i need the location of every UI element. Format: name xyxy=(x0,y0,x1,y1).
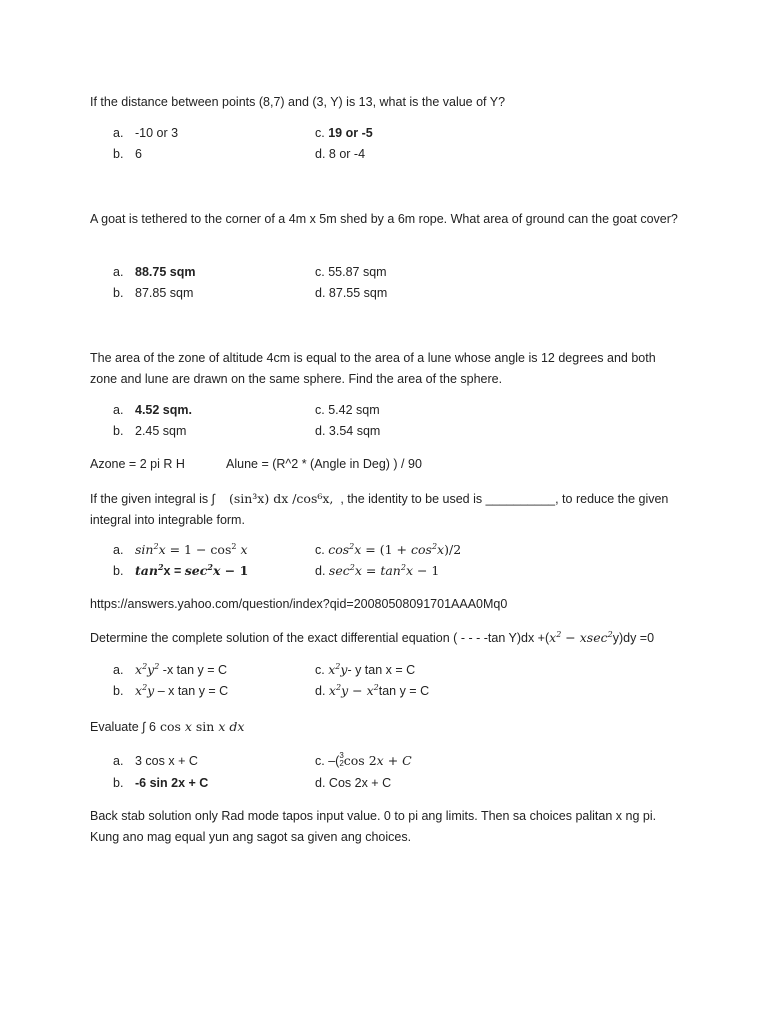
q1-option-d: d. 8 or -4 xyxy=(315,147,366,161)
question-1-text: If the distance between points (8,7) and (3, Y) is 13, what is the value of Y? xyxy=(90,95,506,109)
question-6: Evaluate ∫ 6 cos x sin x dx xyxy=(90,719,245,734)
question-3 xyxy=(90,348,670,390)
q2-option-a: a. 88.75 sqm xyxy=(113,265,196,279)
q5-option-c: c. $x^2y-$ y tan x = C xyxy=(315,662,416,677)
q6-option-d: d. Cos 2x + C xyxy=(315,776,392,790)
question-5: Determine the complete solution of the exact differential equation ( - - - -tan $Y)dx +(x^2 - xsec^2y)dy =0$ xyxy=(90,630,655,645)
formula-alune: Alune = (R^2 * (Angle in Deg) ) / 90 xyxy=(226,457,422,471)
q5-option-d: d. $x^2y - x^2\tan$ y = C xyxy=(315,683,430,698)
q5-option-a: a. $x^2y^2$ -x tan y = C xyxy=(113,662,228,677)
q6-option-b: b. -6 sin 2x + C xyxy=(113,776,209,790)
formula-azone: Azone = 2 pi R H xyxy=(90,457,185,471)
solution-note: Back stab solution only Rad mode tapos input value. 0 to pi ang limits. Then sa choices palitan x ng pi. Kung ano mag equal yun ang sagot sa given ang choices. xyxy=(90,809,657,844)
q4-option-a: a. $\sin^2x = 1 - \cos^2 x$ xyxy=(113,542,248,557)
question-3-text: The area of the zone of altitude 4cm is equal to the area of a lune whose angle is 12 degrees and both zone and lune are drawn on the same sphere. Find the area of the sphere. xyxy=(90,351,656,386)
q3-option-c: c. 5.42 sqm xyxy=(315,403,380,417)
question-4: If the given integral is ∫ (sin³x) dx /cos⁶x, , the identity to be used is __________, to reduce the given integral into integrable form. xyxy=(90,491,669,527)
q6-option-a: a. 3 cos x + C xyxy=(113,754,198,768)
question-2 xyxy=(90,209,690,230)
q3-option-a: a. 4.52 sqm. xyxy=(113,403,192,417)
q1-option-c: c. 19 or -5 xyxy=(315,126,373,140)
q3-option-d: d. 3.54 sqm xyxy=(315,424,381,438)
integral-expression: (sin³x) dx /cos⁶x, xyxy=(228,491,334,506)
q4-option-c: c. $\cos^2x = (1 + \cos^2x)/2$ xyxy=(315,542,462,557)
question-2-text: A goat is tethered to the corner of a 4m x 5m shed by a 6m rope. What area of ground can the goat cover? xyxy=(90,212,678,226)
q5-option-b: b. $x^2y$ – x tan y = C xyxy=(113,683,229,698)
question-1 xyxy=(90,92,690,113)
q3-option-b: b. 2.45 sqm xyxy=(113,424,187,438)
q1-option-b: b. 6 xyxy=(113,147,142,161)
q2-option-b: b. 87.85 sqm xyxy=(113,286,194,300)
reference-url[interactable]: https://answers.yahoo.com/question/index?qid=20080508091701AAA0Mq0 xyxy=(90,597,508,611)
q1-option-a: a. -10 or 3 xyxy=(113,126,179,140)
q2-option-d: d. 87.55 sqm xyxy=(315,286,388,300)
q4-option-b: b. $\tan^2x = \sec^2x - 1$ xyxy=(113,562,249,578)
q4-option-d: d. $\sec^2x = \tan^2x - 1$ xyxy=(315,563,440,578)
q2-option-c: c. 55.87 sqm xyxy=(315,265,387,279)
q6-option-c: c. –(3 2cos 2x + C xyxy=(315,751,412,768)
